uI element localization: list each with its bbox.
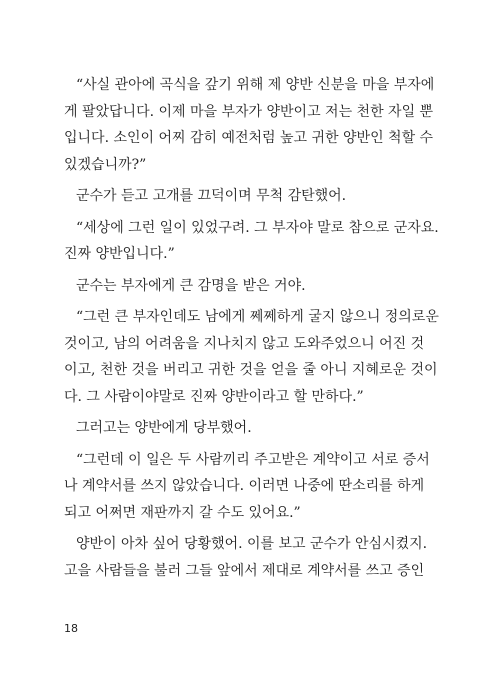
text-line: 되고 어쩌면 재판까지 갈 수도 있어요.” (64, 504, 301, 521)
paragraph (64, 531, 436, 584)
paragraph (64, 215, 439, 268)
text-line: 것이고, 남의 어려움을 지나치지 않고 도와주었으니 어진 것 (64, 335, 425, 352)
text-line: “사실 관아에 곡식을 갚기 위해 제 양반 신분을 마을 부자에 (76, 77, 435, 93)
text-line: 양반이 아차 싶어 당황했어. 이를 보고 군수가 안심시켰지. (76, 536, 428, 552)
text-line: 있겠습니까?” (64, 156, 147, 173)
paragraph (64, 273, 436, 300)
paragraph (64, 72, 436, 178)
text-line: “그런 큰 부자인데도 남에게 쩨쩨하게 굴지 않으니 정의로운 (76, 309, 439, 325)
body-text (64, 72, 439, 589)
text-line: “그런데 이 일은 두 사람끼리 주고받은 계약이고 서로 증서 (76, 451, 430, 468)
paragraph (64, 415, 436, 442)
paragraph (64, 304, 439, 410)
text-line: 이고, 천한 것을 버리고 귀한 것을 얻을 줄 아니 지혜로운 것이 (64, 362, 438, 378)
text-line: 게 팔았답니다. 이제 마을 부자가 양반이고 저는 천한 자일 뿐 (64, 103, 434, 120)
page-number: 18 (64, 622, 78, 635)
text-line: 입니다. 소인이 어찌 감히 예전처럼 높고 귀한 양반인 척할 수 (64, 130, 434, 146)
text-line: 그러고는 양반에게 당부했어. (76, 420, 252, 436)
text-line: 나 계약서를 쓰지 않았습니다. 이러면 나중에 딴소리를 하게 (64, 478, 425, 494)
text-line: “세상에 그런 일이 있었구려. 그 부자야 말로 참으로 군자요. (76, 219, 439, 236)
text-line: 군수는 부자에게 큰 감명을 받은 거야. (76, 277, 306, 294)
paragraph (64, 183, 436, 210)
paragraph (64, 447, 436, 527)
text-line: 다. 그 사람이야말로 진짜 양반이라고 할 만하다.” (64, 388, 364, 405)
text-line: 진짜 양반입니다.” (64, 246, 175, 262)
text-line: 군수가 듣고 고개를 끄덕이며 무척 감탄했어. (76, 188, 347, 204)
text-line: 고을 사람들을 불러 그들 앞에서 제대로 계약서를 쓰고 증인 (64, 562, 425, 579)
